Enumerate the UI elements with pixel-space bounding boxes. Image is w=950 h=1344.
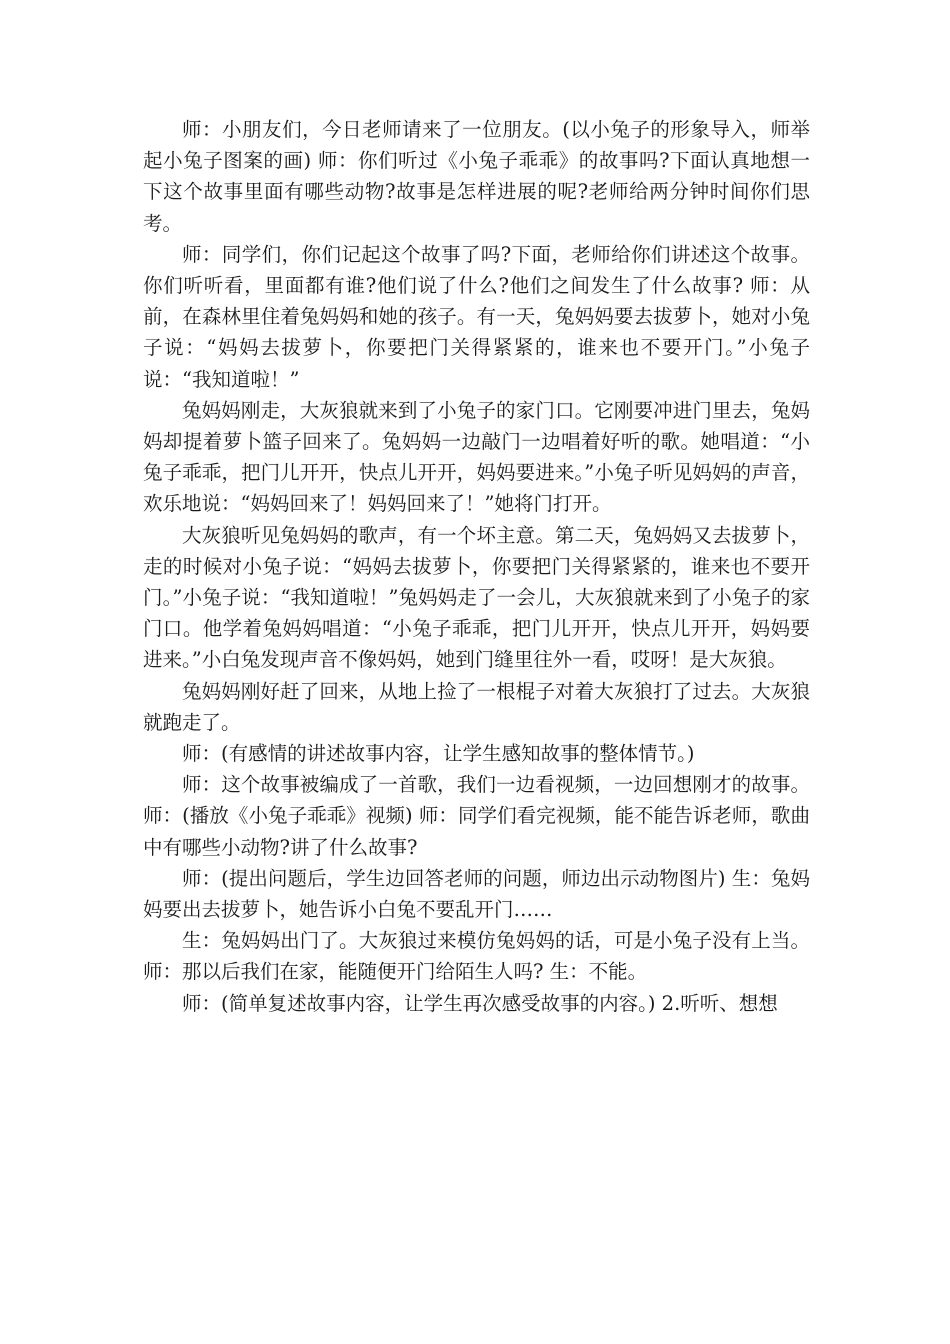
paragraph-wolf-plan: 大灰狼听见兔妈妈的歌声，有一个坏主意。第二天，兔妈妈又去拔萝卜，走的时候对小兔子说：“妈妈去拔萝卜，你要把门关得紧紧的，谁来也不要开门。”小兔子说：“我知道啦！”兔妈妈走了一会儿，大灰狼就来到了小兔子的家门口。他学着兔妈妈唱道：“小兔子乖乖，把门儿开开，快点儿开开，妈妈要进来。”小白兔发现声音不像妈妈，她到门缝里往外一看，哎呀！是大灰狼。 <box>143 523 810 672</box>
paragraph-student-answer: 生：兔妈妈出门了。大灰狼过来模仿兔妈妈的话，可是小兔子没有上当。师：那以后我们在家，能随便开门给陌生人吗? 生：不能。 <box>143 929 810 984</box>
paragraph-wolf-runs: 兔妈妈刚好赶了回来，从地上捡了一根棍子对着大灰狼打了过去。大灰狼就跑走了。 <box>143 679 810 734</box>
paragraph-song-video: 师：这个故事被编成了一首歌，我们一边看视频，一边回想刚才的故事。师：(播放《小兔子乖乖》视频) 师：同学们看完视频，能不能告诉老师，歌曲中有哪些小动物?讲了什么故事? <box>143 773 810 859</box>
paragraph-questions: 师：(提出问题后，学生边回答老师的问题，师边出示动物图片) 生：兔妈妈要出去拔萝卜，她告诉小白兔不要乱开门…… <box>143 866 810 922</box>
paragraph-intro: 师：小朋友们，今日老师请来了一位朋友。(以小兔子的形象导入，师举起小兔子图案的画) 师：你们听过《小兔子乖乖》的故事吗?下面认真地想一下这个故事里面有哪些动物?故事是怎样进展的呢?老师给两分钟时间你们思考。 <box>143 118 810 235</box>
document-body <box>143 114 810 1019</box>
paragraph-retell: 师：(简单复述故事内容，让学生再次感受故事的内容。) 2.听听、想想 <box>182 991 778 1015</box>
paragraph-teacher-note: 师：(有感情的讲述故事内容，让学生感知故事的整体情节。) <box>182 742 695 766</box>
paragraph-story-start: 师：同学们，你们记起这个故事了吗?下面，老师给你们讲述这个故事。你们听听看，里面都有谁?他们说了什么?他们之间发生了什么故事? 师：从前，在森林里住着兔妈妈和她的孩子。有一天，兔妈妈要去拔萝卜，她对小兔子说：“妈妈去拔萝卜，你要把门关得紧紧的，谁来也不要开门。”小兔子说：“我知道啦！” <box>143 242 810 391</box>
paragraph-mother-returns: 兔妈妈刚走，大灰狼就来到了小兔子的家门口。它刚要冲进门里去，兔妈妈却提着萝卜篮子回来了。兔妈妈一边敲门一边唱着好听的歌。她唱道：“小兔子乖乖，把门儿开开，快点儿开开，妈妈要进来。”小兔子听见妈妈的声音，欢乐地说：“妈妈回来了！妈妈回来了！”她将门打开。 <box>143 398 810 516</box>
